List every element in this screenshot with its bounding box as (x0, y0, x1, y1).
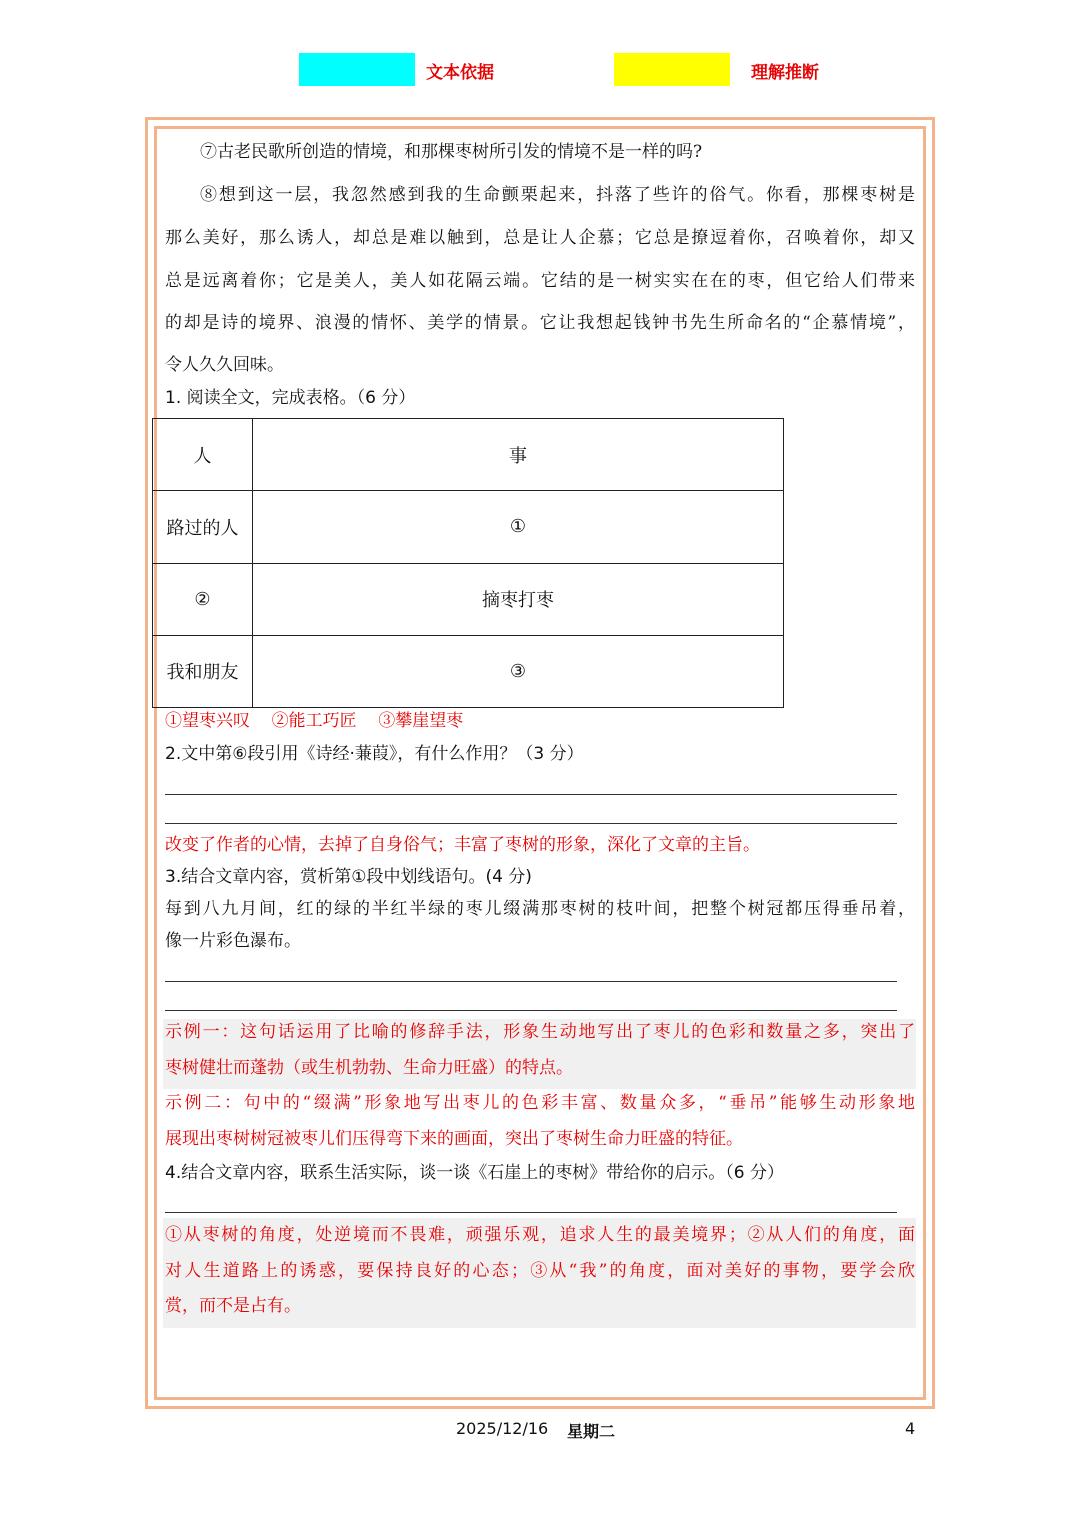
legend-label-text-basis: 文本依据 (426, 63, 494, 83)
q3-quote-line: 每到八九月间，红的绿的半红半绿的枣儿缀满那枣树的枝叶间，把整个树冠都压得垂吊着， (165, 899, 915, 919)
legend-label-inference: 理解推断 (751, 63, 819, 83)
passage-p8-line: 令人久久回味。 (165, 355, 284, 375)
table-row (153, 563, 784, 635)
answer-line (165, 981, 897, 982)
answer-line (165, 1212, 897, 1213)
table-cell-person: 路过的人 (153, 491, 253, 563)
q1-answer: ①望枣兴叹 ②能工巧匠 ③攀崖望枣 (165, 711, 464, 731)
answer-line (165, 1010, 897, 1011)
footer-weekday: 星期二 (567, 1422, 616, 1441)
table-header-person: 人 (153, 419, 253, 491)
q4-prompt: 4.结合文章内容，联系生活实际，谈一谈《石崖上的枣树》带给你的启示。（6 分） (165, 1163, 784, 1183)
table-row (153, 635, 784, 707)
q4-answer-line: 对人生道路上的诱惑，要保持良好的心态；③从“我”的角度，面对美好的事物，要学会欣 (165, 1261, 915, 1281)
table-cell-person: 我和朋友 (153, 635, 253, 707)
table-header-event: 事 (253, 419, 784, 491)
footer-date: 2025/12/16 (456, 1419, 549, 1438)
q1-table (152, 418, 784, 708)
passage-p8-line: 总是远离着你；它是美人，美人如花隔云端。它结的是一树实实在在的枣，但它给人们带来 (165, 271, 915, 291)
q3-answer-line: 示例一：这句话运用了比喻的修辞手法，形象生动地写出了枣儿的色彩和数量之多，突出了 (165, 1022, 915, 1042)
q4-answer-line: 赏，而不是占有。 (165, 1296, 301, 1316)
answer-line (165, 823, 897, 824)
legend-swatch-inference (614, 53, 730, 86)
passage-p7: ⑦古老民歌所创造的情境，和那棵枣树所引发的情境不是一样的吗? (200, 142, 703, 162)
table-row (153, 419, 784, 491)
q3-quote-line: 像一片彩色瀑布。 (165, 931, 301, 951)
legend-swatch-text-basis (299, 53, 415, 86)
passage-p8-line: ⑧想到这一层，我忽然感到我的生命颤栗起来，抖落了些许的俗气。你看，那棵枣树是 (200, 185, 915, 205)
q3-answer-line: 枣树健壮而蓬勃（或生机勃勃、生命力旺盛）的特点。 (165, 1058, 573, 1078)
q2-answer: 改变了作者的心情，去掉了自身俗气；丰富了枣树的形象，深化了文章的主旨。 (165, 835, 760, 855)
table-cell-person: ② (153, 563, 253, 635)
q3-prompt: 3.结合文章内容，赏析第①段中划线语句。(4 分) (165, 867, 532, 887)
q3-answer-line: 示例二：句中的“缀满”形象地写出枣儿的色彩丰富、数量众多，“垂吊”能够生动形象地 (165, 1093, 915, 1113)
page-number: 4 (905, 1419, 916, 1438)
passage-p8-line: 那么美好，那么诱人，却总是难以触到，总是让人企慕；它总是撩逗着你，召唤着你，却又 (165, 228, 915, 248)
q2-prompt: 2.文中第⑥段引用《诗经·蒹葭》，有什么作用？（3 分） (165, 744, 584, 764)
table-cell-event: ① (253, 491, 784, 563)
answer-line (165, 794, 897, 795)
table-cell-event: ③ (253, 635, 784, 707)
q1-prompt: 1. 阅读全文，完成表格。（6 分） (165, 388, 416, 408)
table-row (153, 491, 784, 563)
table-cell-event: 摘枣打枣 (253, 563, 784, 635)
passage-p8-line: 的却是诗的境界、浪漫的情怀、美学的情景。它让我想起钱钟书先生所命名的“企慕情境”， (165, 313, 915, 333)
q4-answer-line: ①从枣树的角度，处逆境而不畏难，顽强乐观，追求人生的最美境界；②从人们的角度，面 (165, 1225, 915, 1245)
q3-answer-line: 展现出枣树树冠被枣儿们压得弯下来的画面，突出了枣树生命力旺盛的特征。 (165, 1129, 743, 1149)
